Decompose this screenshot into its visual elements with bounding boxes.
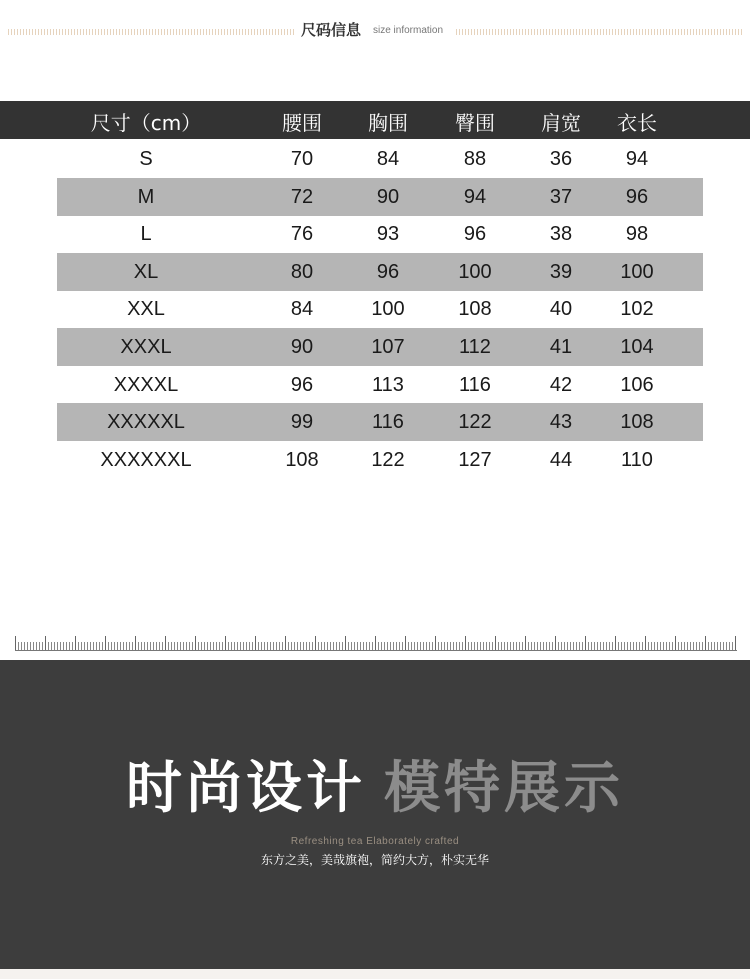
table-row xyxy=(57,366,703,404)
table-row xyxy=(57,290,703,328)
table-row xyxy=(57,253,703,291)
cell-size: S xyxy=(139,148,153,170)
table-row xyxy=(57,403,703,441)
cell-shoulder: 38 xyxy=(549,223,573,246)
header-decor-line-left xyxy=(8,29,294,35)
banner-title xyxy=(0,744,750,824)
model-showcase-banner xyxy=(0,660,750,979)
cell-shoulder: 36 xyxy=(549,148,573,170)
cell-chest: 84 xyxy=(376,148,400,170)
cell-hip: 94 xyxy=(463,185,487,208)
cell-length: 110 xyxy=(621,448,653,471)
cell-waist: 72 xyxy=(290,185,314,208)
cell-hip: 100 xyxy=(458,260,492,283)
cell-size: XL xyxy=(133,260,159,283)
cell-size: XXL xyxy=(127,298,165,321)
section-title: 尺码信息 xyxy=(301,21,362,39)
size-table-header xyxy=(0,101,750,139)
banner-title-main: 时尚设计 xyxy=(126,755,366,821)
cell-hip: 122 xyxy=(458,411,492,434)
cell-chest: 116 xyxy=(372,411,404,434)
cell-chest: 107 xyxy=(371,336,405,358)
cell-hip: 88 xyxy=(463,148,487,170)
banner-title-sub: 模特展示 xyxy=(384,755,624,821)
cell-length: 106 xyxy=(620,373,654,396)
cell-waist: 108 xyxy=(285,448,319,471)
cell-waist: 80 xyxy=(290,260,314,283)
cell-hip: 96 xyxy=(463,223,487,246)
cell-hip: 127 xyxy=(458,448,492,471)
bottom-strip xyxy=(0,969,750,979)
cell-waist: 84 xyxy=(290,298,314,321)
header-decor-line-right xyxy=(456,29,742,35)
cell-chest: 100 xyxy=(371,298,405,321)
cell-chest: 90 xyxy=(376,185,400,208)
table-row xyxy=(57,328,703,366)
table-row xyxy=(57,140,703,178)
cell-length: 104 xyxy=(620,336,654,358)
cell-shoulder: 40 xyxy=(549,298,573,321)
column-header-waist: 腰围 xyxy=(282,111,322,135)
table-row xyxy=(57,441,703,479)
cell-length: 108 xyxy=(620,411,654,434)
cell-length: 94 xyxy=(625,148,649,170)
column-header-shoulder: 肩宽 xyxy=(541,111,581,135)
cell-length: 96 xyxy=(625,185,649,208)
cell-waist: 96 xyxy=(290,373,314,396)
cell-hip: 108 xyxy=(458,298,492,321)
cell-shoulder: 39 xyxy=(549,260,573,283)
section-subtitle: size information xyxy=(373,25,444,36)
banner-tagline-en: Refreshing tea Elaborately crafted xyxy=(290,836,460,847)
cell-waist: 90 xyxy=(290,336,314,358)
cell-shoulder: 37 xyxy=(549,185,573,208)
ruler-decoration xyxy=(15,636,737,651)
column-header-chest: 胸围 xyxy=(368,111,408,135)
cell-waist: 99 xyxy=(290,411,314,434)
cell-size: L xyxy=(140,223,152,246)
cell-length: 98 xyxy=(625,223,649,246)
cell-size: XXXXL xyxy=(113,373,179,396)
cell-waist: 76 xyxy=(290,223,314,246)
banner-tagline-cn: 东方之美，美哉旗袍，简约大方，朴实无华 xyxy=(260,853,489,867)
cell-shoulder: 44 xyxy=(549,448,573,471)
cell-size: XXXXXL xyxy=(107,411,185,434)
cell-chest: 113 xyxy=(372,373,404,396)
cell-size: XXXXXXL xyxy=(100,448,192,471)
cell-shoulder: 42 xyxy=(549,373,573,396)
column-header-length: 衣长 xyxy=(617,111,657,135)
column-header-size: 尺寸（cm） xyxy=(90,111,202,135)
cell-hip: 112 xyxy=(459,336,491,358)
column-header-hip: 臀围 xyxy=(455,111,495,135)
cell-size: M xyxy=(137,185,155,208)
cell-waist: 70 xyxy=(290,148,314,170)
table-row xyxy=(57,178,703,216)
cell-shoulder: 43 xyxy=(549,411,573,434)
cell-chest: 93 xyxy=(376,223,400,246)
cell-chest: 96 xyxy=(376,260,400,283)
cell-length: 102 xyxy=(620,298,654,321)
cell-shoulder: 41 xyxy=(549,336,573,358)
table-row xyxy=(57,215,703,253)
cell-size: XXXL xyxy=(120,336,172,358)
cell-length: 100 xyxy=(620,260,654,283)
cell-chest: 122 xyxy=(371,448,405,471)
cell-hip: 116 xyxy=(459,373,491,396)
